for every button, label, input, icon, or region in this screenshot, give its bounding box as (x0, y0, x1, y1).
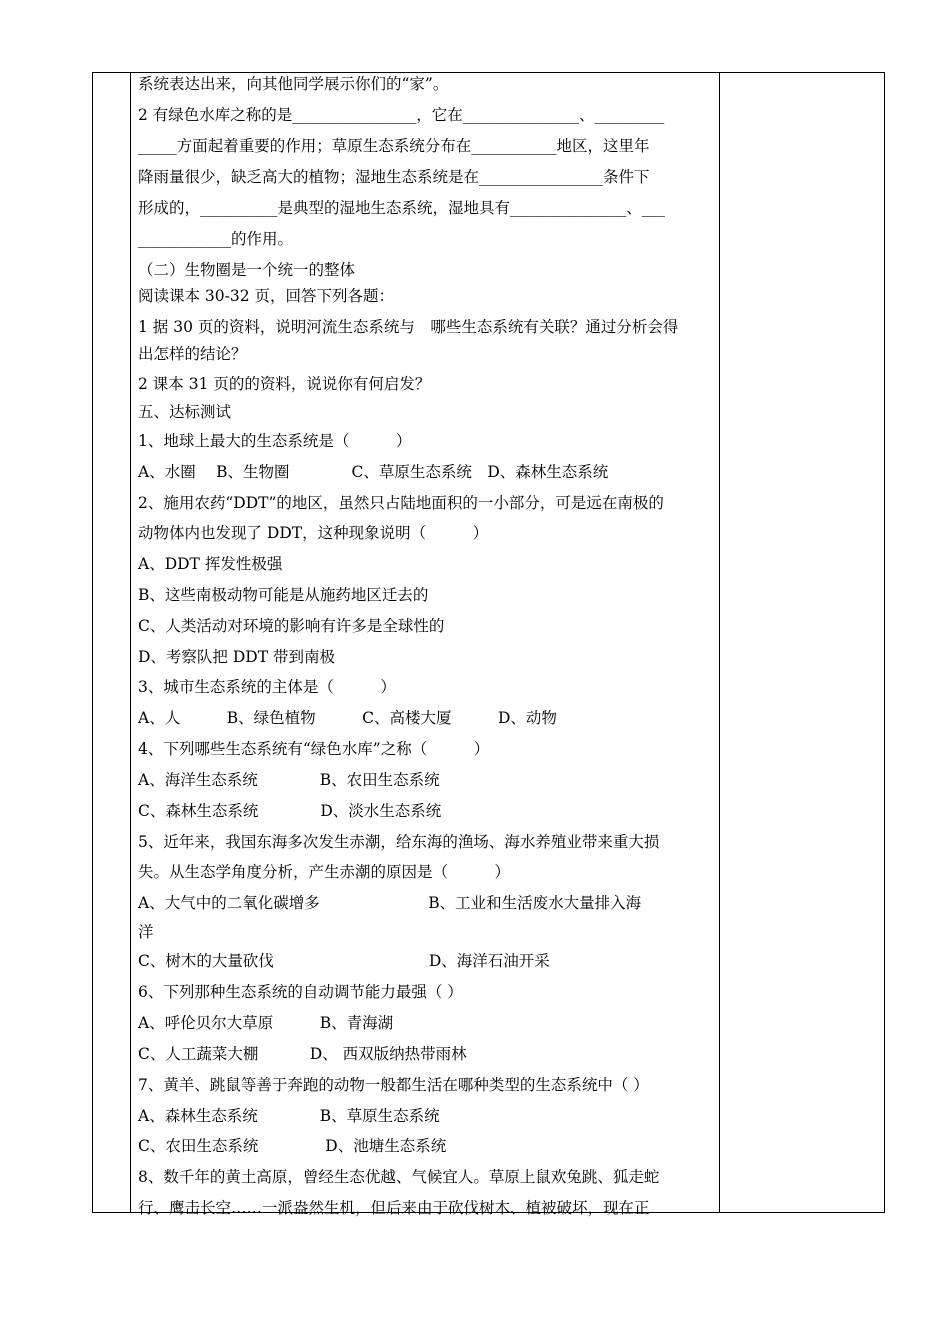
options: C、农田生态系统 D、池塘生态系统 (138, 1137, 447, 1155)
options: A、大气中的二氧化碳增多 B、工业和生活废水大量排入海 (138, 894, 642, 912)
question: 6、下列那种生态系统的自动调节能力最强（ ） (138, 983, 463, 1001)
option: B、这些南极动物可能是从施药地区迁去的 (138, 586, 429, 604)
text-line: 出怎样的结论？ (138, 345, 247, 363)
text-line: 2 课本 31 页的的资料，说说你有何启发？ (138, 375, 431, 393)
options: C、森林生态系统 D、淡水生态系统 (138, 802, 442, 820)
question: 3、城市生态系统的主体是（ ） (138, 678, 396, 696)
question: 4、下列哪些生态系统有“绿色水库”之称（ ） (138, 740, 490, 758)
option: C、人类活动对环境的影响有许多是全球性的 (138, 617, 445, 635)
text-line: 阅读课本 30-32 页，回答下列各题： (138, 287, 395, 305)
text-line: 形成的，__________是典型的湿地生态系统，湿地具有_______________、___ (138, 199, 666, 217)
question: 5、近年来，我国东海多次发生赤潮，给东海的渔场、海水养殖业带来重大损 (138, 833, 660, 851)
option: D、考察队把 DDT 带到南极 (138, 648, 335, 666)
text-line: 系统表达出来，向其他同学展示你们的“家”。 (138, 75, 449, 93)
text-line: 降雨量很少，缺乏高大的植物；湿地生态系统是在________________条件下 (138, 168, 650, 186)
question: 2、施用农药“DDT”的地区，虽然只占陆地面积的一小部分，可是远在南极的 (138, 494, 664, 512)
options: A、水圈 B、生物圈 C、草原生态系统 D、森林生态系统 (138, 463, 609, 481)
text-line: _____方面起着重要的作用；草原生态系统分布在___________地区，这里年 (138, 137, 650, 155)
column-divider-left (130, 73, 131, 1212)
options: C、树木的大量砍伐 D、海洋石油开采 (138, 952, 550, 970)
question: 行、鹰击长空……一派盎然生机，但后来由于砍伐树木、植被破坏，现在正 (138, 1199, 650, 1217)
question: 8、数千年的黄土高原，曾经生态优越、气候宜人。草原上鼠欢兔跳、狐走蛇 (138, 1168, 660, 1186)
options: A、海洋生态系统 B、农田生态系统 (138, 771, 440, 789)
options: 洋 (138, 923, 154, 941)
question: 失。从生态学角度分析，产生赤潮的原因是（ ） (138, 863, 511, 881)
text-line: 2 有绿色水库之称的是________________，它在_______________、_________ (138, 106, 665, 124)
option: A、DDT 挥发性极强 (138, 555, 283, 573)
options: C、人工蔬菜大棚 D、 西双版纳热带雨林 (138, 1045, 467, 1063)
question: 1、地球上最大的生态系统是（ ） (138, 432, 412, 450)
question: 动物体内也发现了 DDT，这种现象说明（ ） (138, 524, 489, 542)
options: A、人 B、绿色植物 C、高楼大厦 D、动物 (138, 709, 557, 727)
column-divider-right (719, 73, 720, 1212)
text-line: ____________的作用。 (138, 230, 294, 248)
question: 7、黄羊、跳鼠等善于奔跑的动物一般都生活在哪种类型的生态系统中（ ） (138, 1076, 649, 1094)
options: A、森林生态系统 B、草原生态系统 (138, 1107, 440, 1125)
section-heading: （二）生物圈是一个统一的整体 (138, 261, 356, 279)
section-heading: 五、达标测试 (138, 403, 232, 421)
options: A、呼伦贝尔大草原 B、青海湖 (138, 1014, 394, 1032)
text-line: 1 据 30 页的资料，说明河流生态系统与 哪些生态系统有关联？通过分析会得 (138, 318, 679, 336)
